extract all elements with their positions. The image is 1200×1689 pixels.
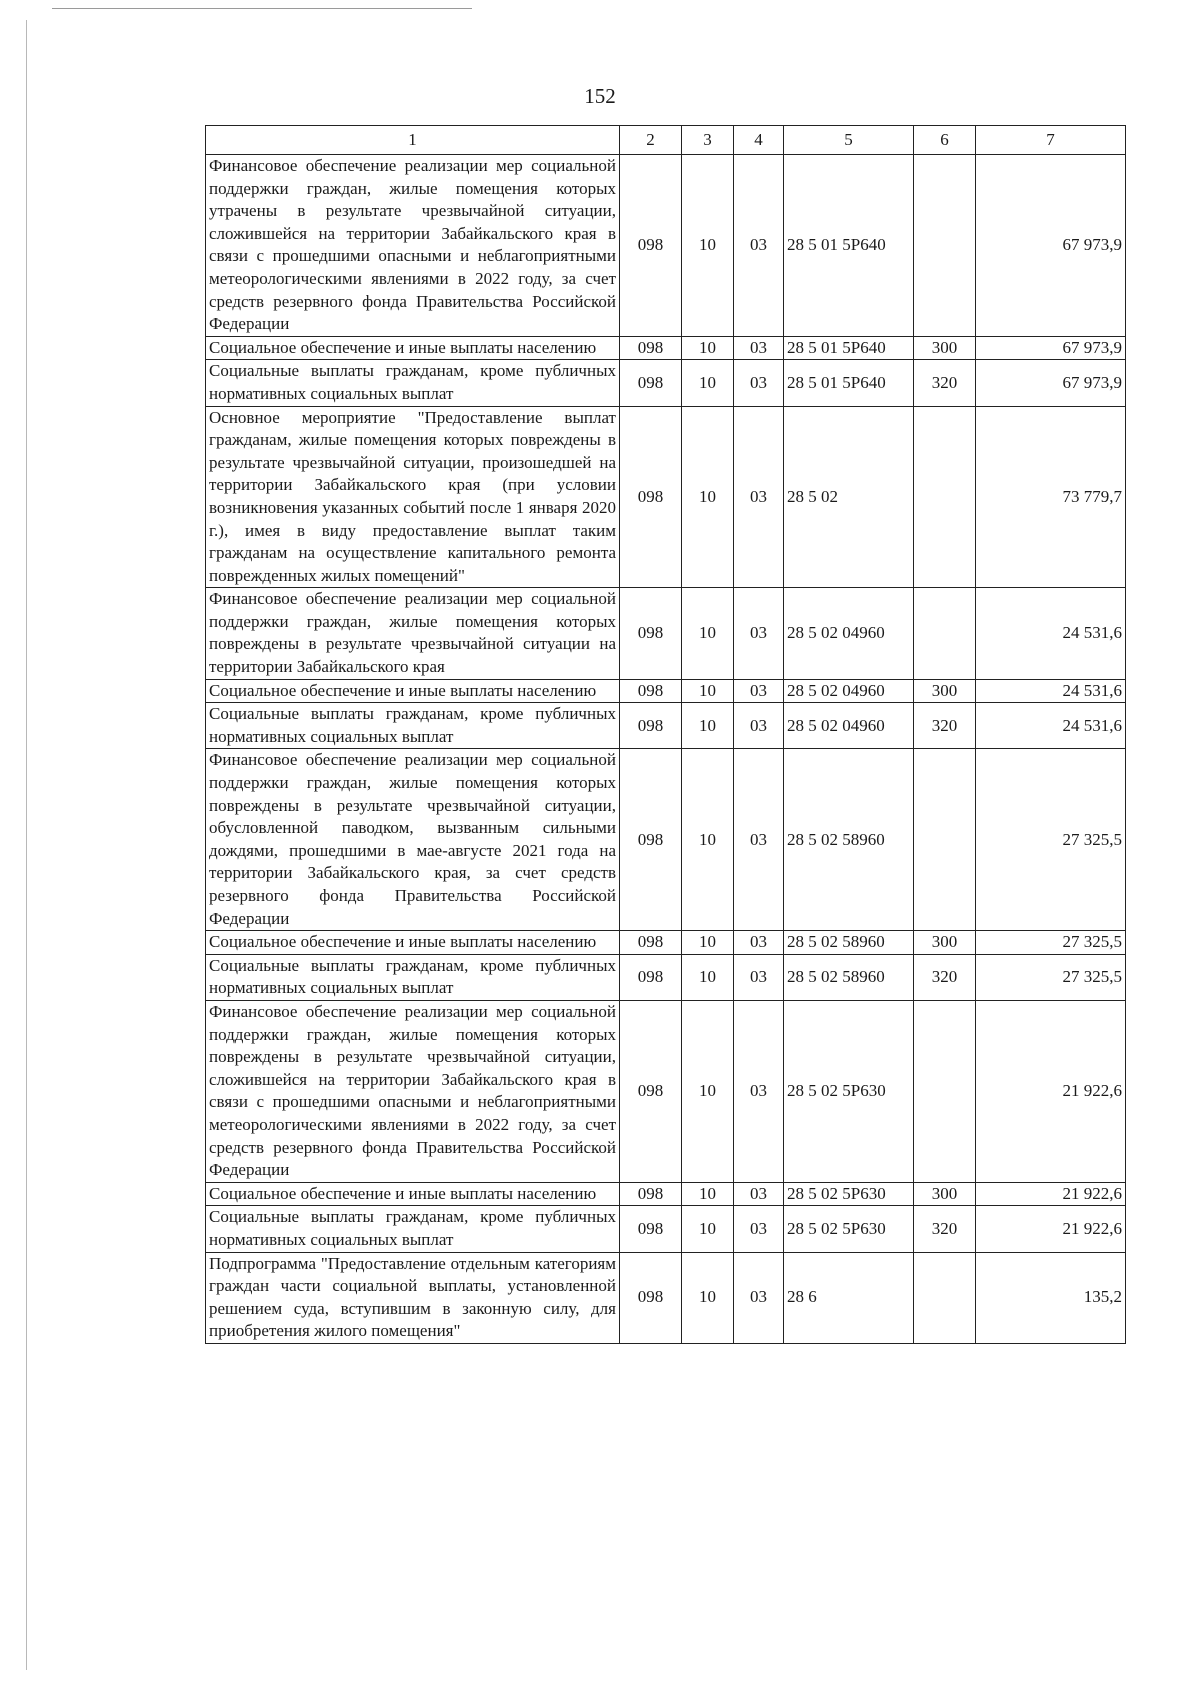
row-name-cell: Финансовое обеспечение реализации мер социальной поддержки граждан, жилые помещения которых утрачены в результате чрезвычайной ситуации, сложившейся на территории Забайкальского края в связи с прошедшими опасными и неблагоприятными метеорологическими явлениями в 2022 году, за счет средств резервного фонда Правительства Российской Федерации [206, 155, 620, 337]
row-name-cell: Социальное обеспечение и иные выплаты населению [206, 931, 620, 955]
amount-cell: 67 973,9 [976, 155, 1126, 337]
subsection-code-cell: 03 [734, 1000, 784, 1182]
column-header: 2 [620, 126, 682, 155]
expense-type-cell [914, 749, 976, 931]
expense-type-cell [914, 155, 976, 337]
target-article-cell: 28 5 02 5Р630 [784, 1000, 914, 1182]
amount-cell: 21 922,6 [976, 1206, 1126, 1252]
amount-cell: 21 922,6 [976, 1182, 1126, 1206]
subsection-code-cell: 03 [734, 1252, 784, 1343]
amount-cell: 27 325,5 [976, 954, 1126, 1000]
subsection-code-cell: 03 [734, 703, 784, 749]
row-name-cell: Финансовое обеспечение реализации мер социальной поддержки граждан, жилые помещения которых повреждены в результате чрезвычайной ситуации, сложившейся на территории Забайкальского края в связи с прошедшими опасными и неблагоприятными метеорологическими явлениями в 2022 году, за счет средств резервного фонда Правительства Российской Федерации [206, 1000, 620, 1182]
table-row [206, 679, 1126, 703]
table-row [206, 1182, 1126, 1206]
column-header: 7 [976, 126, 1126, 155]
table-row [206, 155, 1126, 337]
expense-type-cell: 320 [914, 1206, 976, 1252]
target-article-cell: 28 5 02 5Р630 [784, 1182, 914, 1206]
subsection-code-cell: 03 [734, 1182, 784, 1206]
table-row [206, 703, 1126, 749]
subsection-code-cell: 03 [734, 155, 784, 337]
column-header: 4 [734, 126, 784, 155]
ministry-code-cell: 098 [620, 954, 682, 1000]
subsection-code-cell: 03 [734, 954, 784, 1000]
section-code-cell: 10 [682, 588, 734, 679]
table-header-row [206, 126, 1126, 155]
section-code-cell: 10 [682, 336, 734, 360]
table-row [206, 1252, 1126, 1343]
row-name-cell: Финансовое обеспечение реализации мер социальной поддержки граждан, жилые помещения которых повреждены в результате чрезвычайной ситуации на территории Забайкальского края [206, 588, 620, 679]
section-code-cell: 10 [682, 406, 734, 588]
amount-cell: 27 325,5 [976, 749, 1126, 931]
row-name-cell: Социальные выплаты гражданам, кроме публичных нормативных социальных выплат [206, 360, 620, 406]
column-header: 3 [682, 126, 734, 155]
target-article-cell: 28 5 02 58960 [784, 954, 914, 1000]
amount-cell: 27 325,5 [976, 931, 1126, 955]
amount-cell: 67 973,9 [976, 360, 1126, 406]
target-article-cell: 28 5 01 5Р640 [784, 155, 914, 337]
table-row [206, 954, 1126, 1000]
expense-type-cell [914, 406, 976, 588]
subsection-code-cell: 03 [734, 336, 784, 360]
ministry-code-cell: 098 [620, 1206, 682, 1252]
section-code-cell: 10 [682, 1252, 734, 1343]
amount-cell: 24 531,6 [976, 703, 1126, 749]
scan-edge-line [52, 8, 472, 9]
section-code-cell: 10 [682, 954, 734, 1000]
target-article-cell: 28 6 [784, 1252, 914, 1343]
ministry-code-cell: 098 [620, 360, 682, 406]
section-code-cell: 10 [682, 155, 734, 337]
target-article-cell: 28 5 01 5Р640 [784, 336, 914, 360]
amount-cell: 135,2 [976, 1252, 1126, 1343]
section-code-cell: 10 [682, 749, 734, 931]
row-name-cell: Социальные выплаты гражданам, кроме публичных нормативных социальных выплат [206, 703, 620, 749]
row-name-cell: Социальные выплаты гражданам, кроме публичных нормативных социальных выплат [206, 1206, 620, 1252]
table-row [206, 336, 1126, 360]
row-name-cell: Социальное обеспечение и иные выплаты населению [206, 1182, 620, 1206]
target-article-cell: 28 5 02 [784, 406, 914, 588]
column-header: 1 [206, 126, 620, 155]
subsection-code-cell: 03 [734, 679, 784, 703]
ministry-code-cell: 098 [620, 406, 682, 588]
ministry-code-cell: 098 [620, 703, 682, 749]
expense-type-cell: 320 [914, 954, 976, 1000]
expense-type-cell: 300 [914, 931, 976, 955]
ministry-code-cell: 098 [620, 749, 682, 931]
amount-cell: 73 779,7 [976, 406, 1126, 588]
target-article-cell: 28 5 01 5Р640 [784, 360, 914, 406]
row-name-cell: Социальное обеспечение и иные выплаты населению [206, 679, 620, 703]
ministry-code-cell: 098 [620, 1182, 682, 1206]
section-code-cell: 10 [682, 679, 734, 703]
expense-type-cell [914, 1252, 976, 1343]
ministry-code-cell: 098 [620, 1252, 682, 1343]
expense-type-cell: 320 [914, 360, 976, 406]
row-name-cell: Основное мероприятие "Предоставление выплат гражданам, жилые помещения которых повреждены в результате чрезвычайной ситуации, произошедшей на территории Забайкальского края (при условии возникновения указанных событий после 1 января 2020 г.), имея в виду предоставление выплат таким гражданам на осуществление капитального ремонта поврежденных жилых помещений" [206, 406, 620, 588]
ministry-code-cell: 098 [620, 679, 682, 703]
row-name-cell: Социальные выплаты гражданам, кроме публичных нормативных социальных выплат [206, 954, 620, 1000]
subsection-code-cell: 03 [734, 1206, 784, 1252]
budget-table [205, 125, 1126, 1344]
section-code-cell: 10 [682, 1000, 734, 1182]
ministry-code-cell: 098 [620, 155, 682, 337]
subsection-code-cell: 03 [734, 360, 784, 406]
section-code-cell: 10 [682, 1206, 734, 1252]
target-article-cell: 28 5 02 5Р630 [784, 1206, 914, 1252]
target-article-cell: 28 5 02 58960 [784, 931, 914, 955]
scan-edge-line [26, 20, 27, 1670]
table-row [206, 406, 1126, 588]
target-article-cell: 28 5 02 04960 [784, 588, 914, 679]
row-name-cell: Социальное обеспечение и иные выплаты населению [206, 336, 620, 360]
subsection-code-cell: 03 [734, 588, 784, 679]
column-header: 6 [914, 126, 976, 155]
ministry-code-cell: 098 [620, 1000, 682, 1182]
row-name-cell: Финансовое обеспечение реализации мер социальной поддержки граждан, жилые помещения которых повреждены в результате чрезвычайной ситуации, обусловленной паводком, вызванным сильными дождями, прошедшими в мае-августе 2021 года на территории Забайкальского края, за счет средств резервного фонда Правительства Российской Федерации [206, 749, 620, 931]
ministry-code-cell: 098 [620, 931, 682, 955]
table-row [206, 931, 1126, 955]
table-row [206, 1000, 1126, 1182]
amount-cell: 21 922,6 [976, 1000, 1126, 1182]
target-article-cell: 28 5 02 58960 [784, 749, 914, 931]
expense-type-cell: 300 [914, 1182, 976, 1206]
section-code-cell: 10 [682, 703, 734, 749]
subsection-code-cell: 03 [734, 931, 784, 955]
section-code-cell: 10 [682, 360, 734, 406]
expense-type-cell [914, 1000, 976, 1182]
expense-type-cell: 300 [914, 679, 976, 703]
table-row [206, 360, 1126, 406]
expense-type-cell [914, 588, 976, 679]
amount-cell: 24 531,6 [976, 588, 1126, 679]
ministry-code-cell: 098 [620, 336, 682, 360]
section-code-cell: 10 [682, 931, 734, 955]
target-article-cell: 28 5 02 04960 [784, 679, 914, 703]
table-row [206, 1206, 1126, 1252]
expense-type-cell: 300 [914, 336, 976, 360]
row-name-cell: Подпрограмма "Предоставление отдельным категориям граждан части социальной выплаты, установленной решением суда, вступившим в законную силу, для приобретения жилого помещения" [206, 1252, 620, 1343]
target-article-cell: 28 5 02 04960 [784, 703, 914, 749]
page-number: 152 [584, 84, 616, 108]
table-row [206, 749, 1126, 931]
section-code-cell: 10 [682, 1182, 734, 1206]
amount-cell: 67 973,9 [976, 336, 1126, 360]
subsection-code-cell: 03 [734, 406, 784, 588]
table-row [206, 588, 1126, 679]
column-header: 5 [784, 126, 914, 155]
amount-cell: 24 531,6 [976, 679, 1126, 703]
ministry-code-cell: 098 [620, 588, 682, 679]
subsection-code-cell: 03 [734, 749, 784, 931]
expense-type-cell: 320 [914, 703, 976, 749]
